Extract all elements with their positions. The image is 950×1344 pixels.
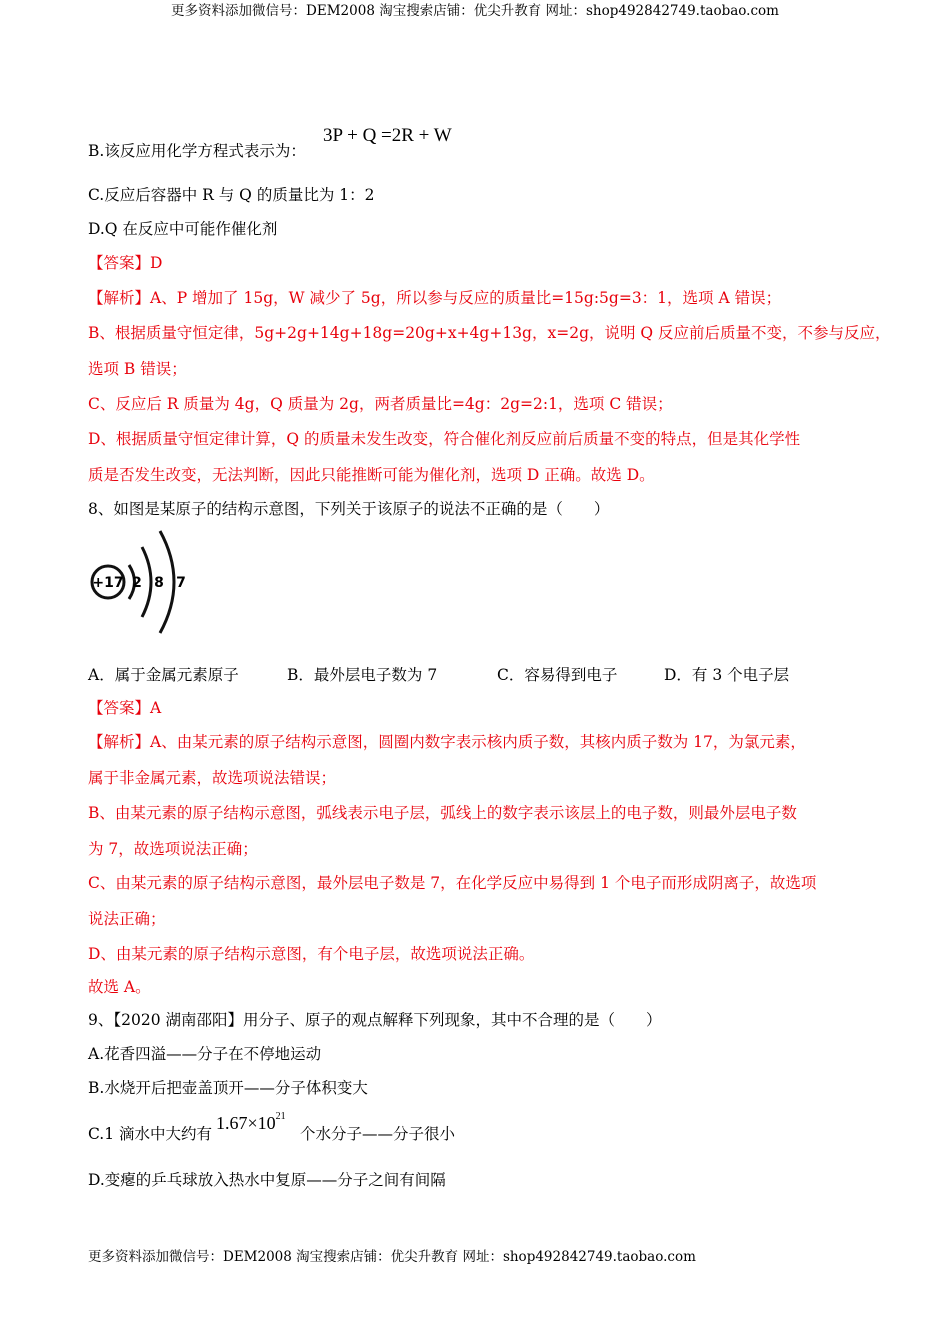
q7-analysis-line: 【解析】A、P 增加了 15g，W 减少了 5g，所以参与反应的质量比=15g:5g=3：1，选项 A 错误； [88,289,782,307]
q8-analysis-line: C、由某元素的原子结构示意图，最外层电子数是 7，在化学反应中易得到 1 个电子而形成阴离子，故选项 [88,874,817,892]
q7-option-b-text: B.该反应用化学方程式表示为： [88,142,306,160]
shell-electron-count: 2 [132,575,142,591]
q8-option-c: C．容易得到电子 [497,666,618,684]
q9-mantissa: 1.67 [216,1113,248,1133]
q8-analysis-line: D、由某元素的原子结构示意图，有个电子层，故选项说法正确。 [88,945,535,963]
q8-answer: 【答案】A [88,699,162,717]
q9-exponent: 21 [275,1111,286,1122]
q9-scientific-number [216,1111,286,1134]
q9-option-c-prefix: C.1 滴水中大约有 [88,1125,213,1143]
q7-analysis-line: 质是否发生改变，无法判断，因此只能推断可能为催化剂，选项 D 正确。故选 D。 [88,466,655,484]
q9-stem: 9、【2020 湖南邵阳】用分子、原子的观点解释下列现象，其中不合理的是（ ） [88,1011,662,1029]
q8-analysis-line: B、由某元素的原子结构示意图，弧线表示电子层，弧线上的数字表示该层上的电子数，则最外层电子数 [88,804,797,822]
q8-analysis-line: 属于非金属元素，故选项说法错误； [88,769,337,787]
atom-structure-diagram [88,527,188,637]
q8-analysis-line: 说法正确； [88,910,166,928]
shell-electron-count: 7 [176,575,186,591]
q7-analysis-line: D、根据质量守恒定律计算，Q 的质量未发生改变，符合催化剂反应前后质量不变的特点，但是其化学性 [88,430,801,448]
q9-option-c-suffix: 个水分子——分子很小 [300,1125,456,1143]
page-header: 更多资料添加微信号：DEM2008 淘宝搜索店铺：优尖升教育 网址：shop492842749.taobao.com [171,3,779,19]
nucleus-label: +17 [92,575,124,591]
q9-option-a: A.花香四溢——分子在不停地运动 [88,1045,322,1063]
q7-analysis-line: 选项 B 错误； [88,360,187,378]
q7-analysis-line: B、根据质量守恒定律，5g+2g+14g+18g=20g+x+4g+13g，x=2g，说明 Q 反应前后质量不变，不参与反应， [88,324,891,342]
q8-option-a: A．属于金属元素原子 [88,666,239,684]
q7-equation: 3P + Q =2R + W [323,125,452,146]
q9-option-b: B.水烧开后把壶盖顶开——分子体积变大 [88,1079,368,1097]
q9-times-ten: ×10 [247,1113,276,1133]
q8-option-d: D．有 3 个电子层 [664,666,790,684]
q7-option-d: D.Q 在反应中可能作催化剂 [88,220,278,238]
shell-arc-2 [142,547,151,617]
q8-analysis-line: 【解析】A、由某元素的原子结构示意图，圆圈内数字表示核内质子数，其核内质子数为 17，为氯元素， [88,733,806,751]
q7-answer: 【答案】D [88,254,163,272]
q8-stem: 8、如图是某原子的结构示意图，下列关于该原子的说法不正确的是（ ） [88,500,610,518]
q8-option-b: B．最外层电子数为 7 [287,666,438,684]
q8-conclusion: 故选 A。 [88,978,151,996]
q7-analysis-line: C、反应后 R 质量为 4g，Q 质量为 2g，两者质量比=4g：2g=2:1，选项 C 错误； [88,395,673,413]
q7-option-c: C.反应后容器中 R 与 Q 的质量比为 1：2 [88,186,375,204]
page-footer: 更多资料添加微信号：DEM2008 淘宝搜索店铺：优尖升教育 网址：shop492842749.taobao.com [88,1249,696,1265]
q8-analysis-line: 为 7，故选项说法正确； [88,840,258,858]
q9-option-d: D.变瘪的乒乓球放入热水中复原——分子之间有间隔 [88,1171,446,1189]
shell-electron-count: 8 [154,575,164,591]
